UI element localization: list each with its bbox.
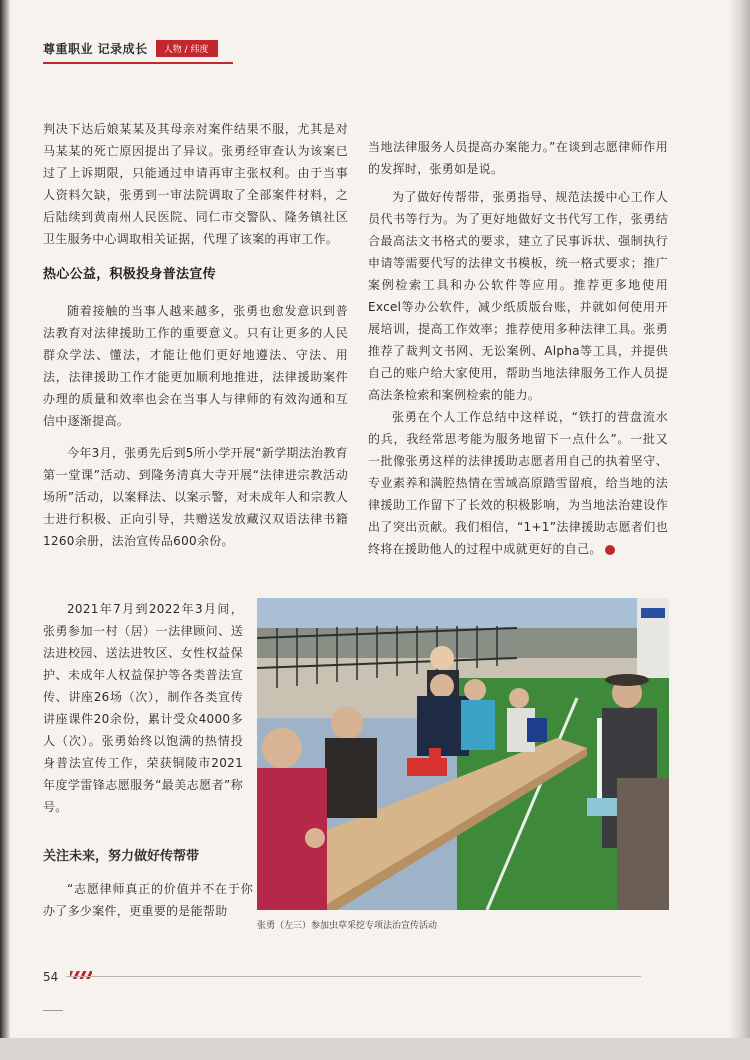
right-column	[368, 136, 668, 560]
header-section-tag: 人物 / 纬度	[156, 40, 219, 57]
left-paragraph-3: 今年3月，张勇先后到5所小学开展“新学期法治教育第一堂课”活动、到隆务清真大寺开展“法律进宗教活动场所”活动，以案释法、以案示警，对未成年人和宗教人士进行积极、正向引导，共赠送发放藏汉双语法律书籍1260余册，法治宣传品600余份。	[43, 446, 348, 548]
section-heading-public-welfare: 热心公益，积极投身普法宣传	[43, 267, 216, 282]
left-column	[43, 118, 348, 552]
right-paragraph-3: 张勇在个人工作总结中这样说，“铁打的营盘流水的兵，我经常思考能为服务地留下一点什么”。一批又一批像张勇这样的法律援助志愿者用自己的执着坚守、专业素养和满腔热情在雪域高原踏雪留痕，给当地的法律援助工作留下了长效的积极影响，为当地法治建设作出了突出贡献。我们相信，“1+1”法律援助志愿者们也终将在援助他人的过程中成就更好的自己。	[368, 410, 668, 556]
page-number: 54	[43, 970, 59, 984]
header-rule	[43, 62, 233, 64]
page-edge-left	[0, 0, 10, 1060]
event-photo	[257, 598, 669, 910]
scan-bottom-margin	[0, 1038, 750, 1060]
header-title: 尊重职业 记录成长	[43, 42, 148, 56]
section-heading-mentoring: 关注未来，努力做好传帮带	[43, 849, 200, 864]
footer-stripe-decoration	[70, 971, 92, 979]
left-paragraph-5: “志愿律师真正的价值并不在于你办了多少案件，更重要的是能帮助	[43, 882, 253, 918]
page-edge-right	[728, 0, 750, 1060]
right-paragraph-2: 为了做好传帮带，张勇指导、规范法援中心工作人员代书等行为。为了更好地做好文书代写工作，张勇结合最高法文书格式的要求，建立了民事诉状、强制执行申请等需要代写的法律文书模板，统一格式要求；推广案例检索工具和办公软件等应用。推荐更多地使用Excel等办公软件，减少纸质版台账，并就如何使用开展培训，提高工作效率；推荐使用多种法律工具。张勇推荐了裁判文书网、无讼案例、Alpha等工具，并提供自己的账户给大家使用，帮助当地法律服务工作人员提高法条检索和案例检索的能力。	[368, 190, 668, 402]
left-paragraph-1: 判决下达后娘某某及其母亲对案件结果不服，尤其是对马某某的死亡原因提出了异议。张勇经审查认为该案已过了上诉期限，只能通过申请再审主张权利。由于当事人资料欠缺，张勇到一审法院调取了全部案件材料，之后陆续到黄南州人民医院、同仁市交警队、隆务镇社区卫生服务中心调取相关证据，代理了该案的再审工作。	[43, 122, 348, 246]
right-paragraph-1: 当地法律服务人员提高办案能力。”在谈到志愿律师作用的发挥时，张勇如是说。	[368, 140, 668, 176]
left-narrow-column	[43, 598, 243, 818]
photo-caption: 张勇（左三）参加虫草采挖专项法治宣传活动	[257, 921, 438, 931]
left-section-3	[43, 846, 253, 922]
left-paragraph-2: 随着接触的当事人越来越多，张勇也愈发意识到普法教育对法律援助工作的重要意义。只有让更多的人民群众学法、懂法，才能让他们更好地遵法、守法、用法，法律援助工作才能更加顺利地推进，法律援助案件办理的质量和效率也会在当事人与律师的有效沟通和互信中逐渐提高。	[43, 304, 348, 428]
bottom-dash	[43, 1010, 63, 1011]
page-header	[43, 40, 218, 57]
footer-rule	[66, 976, 641, 977]
right-paragraph-3-wrap	[368, 406, 668, 560]
left-paragraph-4: 2021年7月到2022年3月间，张勇参加一村（居）一法律顾问、送法进校园、送法进牧区、女性权益保护、未成年人权益保护等各类普法宣传、讲座26场（次），制作各类宣传讲座课件20余份，累计受众4000多人（次）。张勇始终以饱满的热情投身普法宣传工作，荣获铜陵市2021年度学雷锋志愿服务“最美志愿者”称号。	[43, 602, 243, 814]
article-end-mark-icon	[605, 545, 615, 555]
